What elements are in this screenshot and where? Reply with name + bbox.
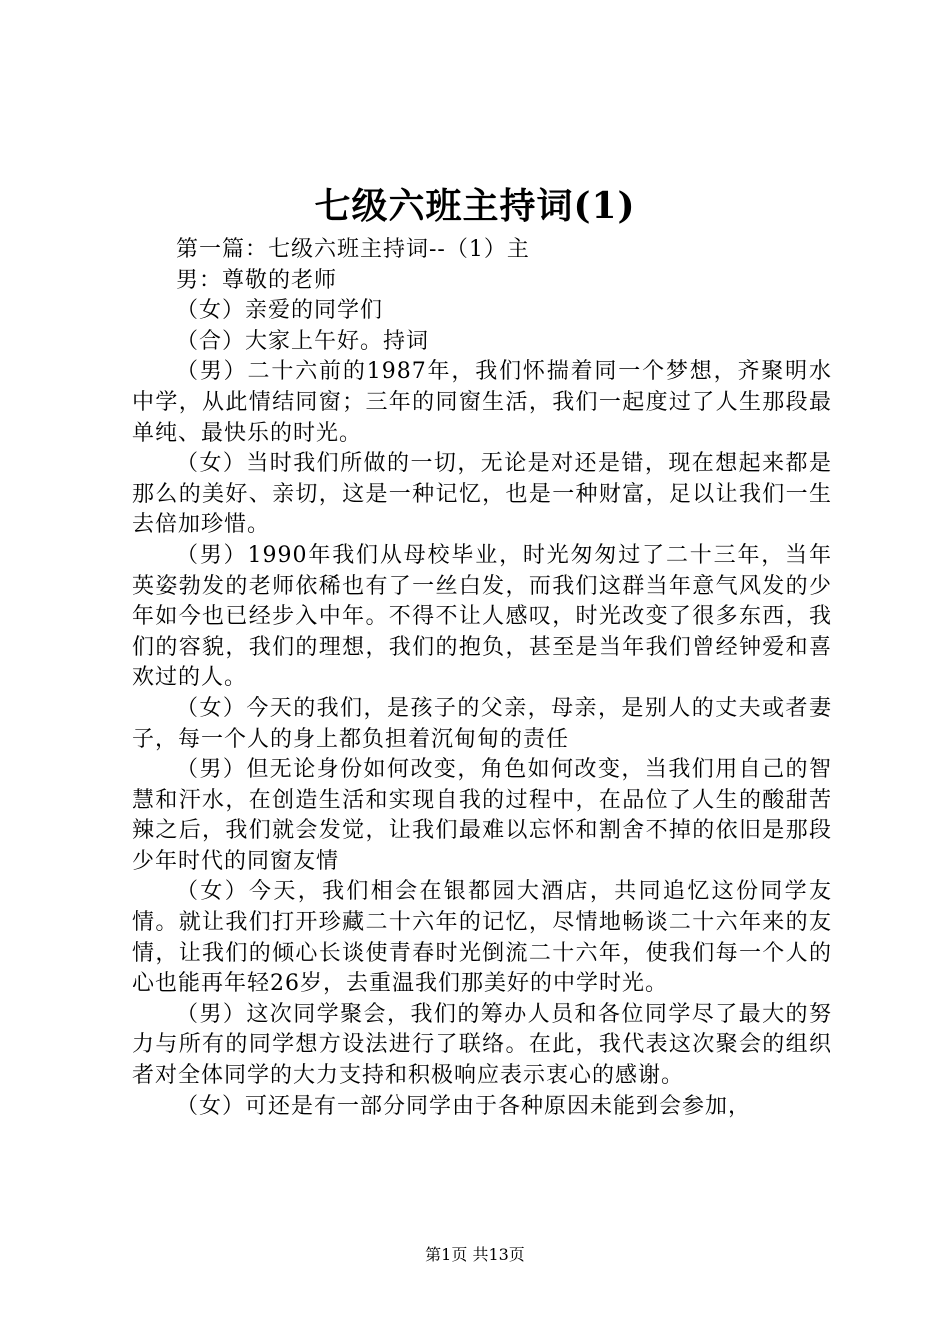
paragraph: 男：尊敬的老师 bbox=[176, 267, 338, 293]
document-title: 七级六班主持词(1) bbox=[314, 185, 636, 227]
paragraph: （女）今天的我们，是孩子的父亲，母亲，是别人的丈夫或者妻子，每一个人的身上都负担着沉甸甸的责任 bbox=[132, 695, 832, 752]
paragraph: （女）亲爱的同学们 bbox=[176, 298, 384, 324]
document-body bbox=[132, 235, 832, 1122]
paragraph: （女）今天，我们相会在银都园大酒店，共同追忆这份同学友情。就让我们打开珍藏二十六年的记忆，尽情地畅谈二十六年来的友情，让我们的倾心长谈使青春时光倒流二十六年，使我们每一个人的心也能再年轻26岁，去重温我们那美好的中学时光。 bbox=[132, 879, 832, 997]
paragraph: （合）大家上午好。持词 bbox=[176, 328, 430, 354]
paragraph: （男）1990年我们从母校毕业，时光匆匆过了二十三年，当年英姿勃发的老师依稀也有了一丝白发，而我们这群当年意气风发的少年如今也已经步入中年。不得不让人感叹，时光改变了很多东西，我们的容貌，我们的理想，我们的抱负，甚至是当年我们曾经钟爱和喜欢过的人。 bbox=[132, 542, 832, 691]
paragraph: （男）二十六前的1987年，我们怀揣着同一个梦想，齐聚明水中学，从此情结同窗；三年的同窗生活，我们一起度过了人生那段最单纯、最快乐的时光。 bbox=[132, 359, 832, 446]
paragraph: （男）这次同学聚会，我们的筹办人员和各位同学尽了最大的努力与所有的同学想方设法进行了联络。在此，我代表这次聚会的组织者对全体同学的大力支持和积极响应表示衷心的感谢。 bbox=[132, 1001, 832, 1089]
page-footer: 第1页 共13页 bbox=[425, 1245, 525, 1264]
paragraph: （男）但无论身份如何改变，角色如何改变，当我们用自己的智慧和汗水，在创造生活和实现自我的过程中，在品位了人生的酸甜苦辣之后，我们就会发觉，让我们最难以忘怀和割舍不掉的依旧是那段少年时代的同窗友情 bbox=[132, 757, 832, 874]
paragraph: （女）当时我们所做的一切，无论是对还是错，现在想起来都是那么的美好、亲切，这是一种记忆，也是一种财富，足以让我们一生去倍加珍惜。 bbox=[132, 451, 832, 538]
paragraph: 第一篇：七级六班主持词--（1）主 bbox=[176, 237, 530, 262]
paragraph: （女）可还是有一部分同学由于各种原因未能到会参加， bbox=[176, 1093, 752, 1119]
